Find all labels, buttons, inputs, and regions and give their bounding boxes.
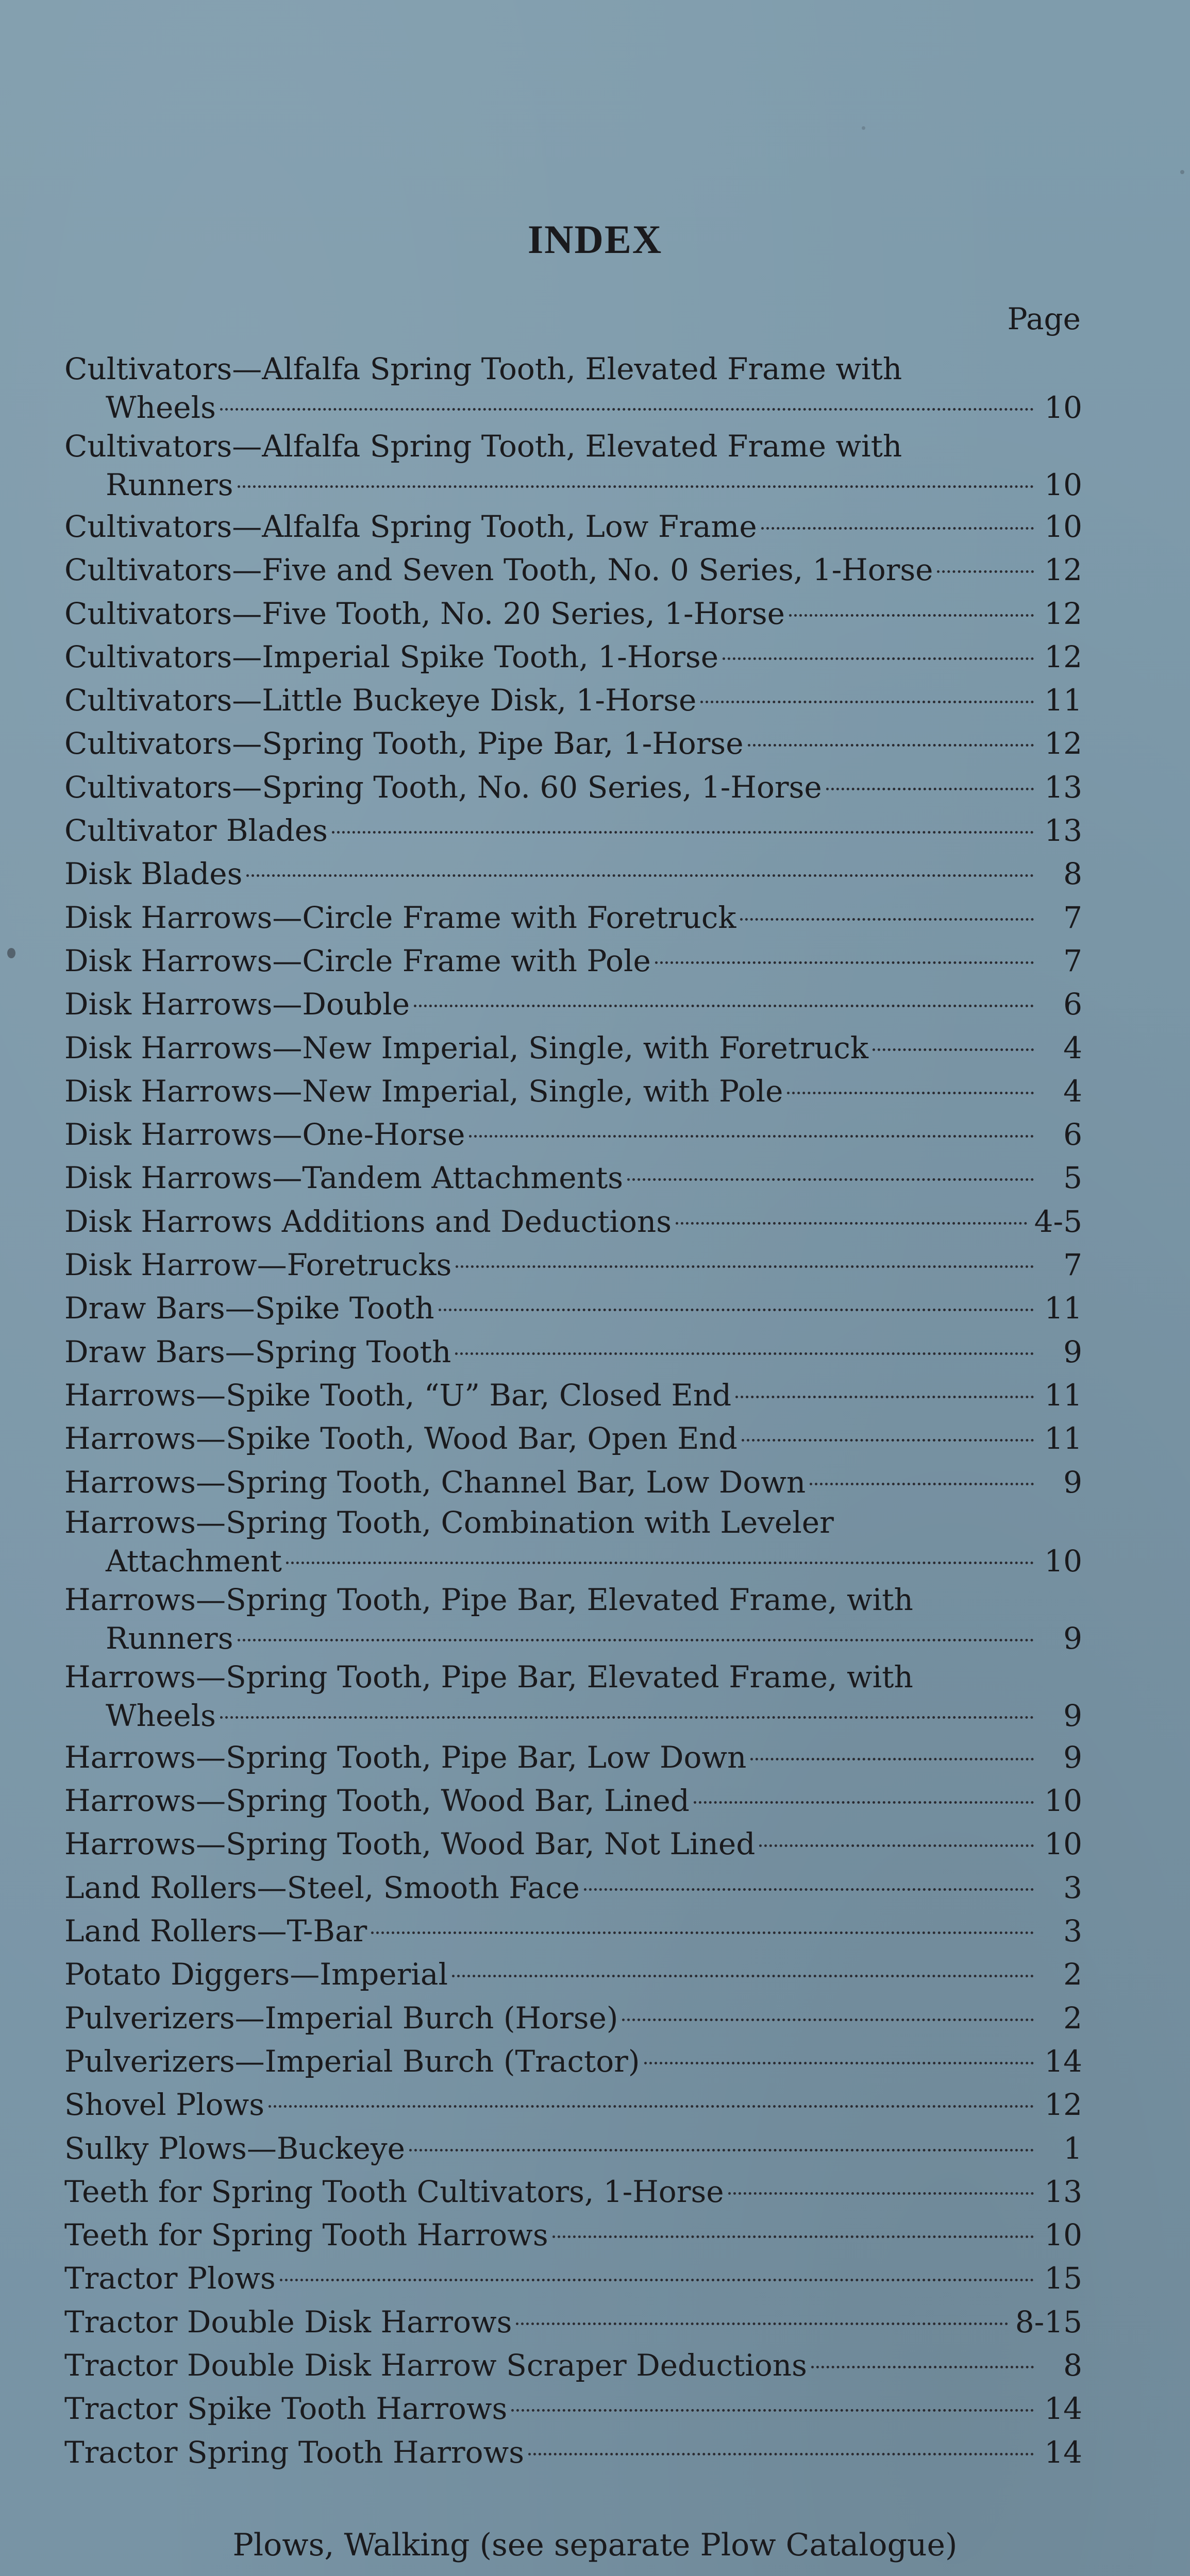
index-entry <box>64 896 1082 939</box>
entry-page-number: 14 <box>1044 2391 1082 2427</box>
index-entry <box>64 1461 1082 1504</box>
dot-leader <box>759 1844 1034 1847</box>
dot-leader <box>456 1265 1034 1268</box>
entry-page-number: 9 <box>1063 1698 1082 1733</box>
dot-leader <box>286 1562 1034 1564</box>
entry-page-number: 9 <box>1063 1464 1082 1500</box>
entry-label: Cultivators—Five Tooth, No. 20 Series, 1-Horse <box>64 596 785 631</box>
entry-label: Harrows—Spring Tooth, Wood Bar, Not Lined <box>64 1826 756 1862</box>
dot-leader <box>280 2279 1034 2281</box>
dot-leader <box>789 614 1034 617</box>
entry-page-number: 6 <box>1063 1117 1082 1153</box>
entry-page-number: 4 <box>1063 1073 1082 1109</box>
dot-leader <box>748 744 1034 747</box>
index-entry <box>64 1581 1082 1658</box>
dot-leader <box>455 1352 1034 1355</box>
dot-leader <box>409 2149 1034 2151</box>
index-entry <box>64 2431 1082 2474</box>
dot-leader <box>810 1483 1034 1485</box>
dot-leader <box>694 1801 1034 1804</box>
entry-page-number: 12 <box>1044 639 1082 674</box>
entry-label: Cultivators—Spring Tooth, Pipe Bar, 1-Horse <box>64 726 744 761</box>
entry-label: Tractor Plows <box>64 2261 276 2296</box>
entry-label: Land Rollers—Steel, Smooth Face <box>64 1870 580 1905</box>
index-entry <box>64 1113 1082 1156</box>
entry-label: Shovel Plows <box>64 2087 264 2123</box>
dot-leader <box>220 1716 1034 1719</box>
index-entry <box>64 1243 1082 1286</box>
dot-leader <box>552 2235 1034 2238</box>
entry-label-first-line: Harrows—Spring Tooth, Pipe Bar, Elevated Frame, with <box>64 1659 913 1694</box>
entry-page-number: 11 <box>1044 1377 1082 1413</box>
entry-label: Disk Harrows—One-Horse <box>64 1117 465 1153</box>
entry-label: Wheels <box>106 1698 216 1733</box>
index-entry <box>64 2387 1082 2430</box>
entry-label: Cultivators—Alfalfa Spring Tooth, Low Frame <box>64 509 757 544</box>
entry-label-first-line: Harrows—Spring Tooth, Combination with Leveler <box>64 1504 834 1540</box>
index-entry <box>64 2257 1082 2300</box>
entry-page-number: 7 <box>1063 943 1082 978</box>
entry-page-number: 2 <box>1063 2000 1082 2036</box>
page-title: INDEX <box>527 217 663 262</box>
dot-leader <box>246 874 1034 877</box>
entry-label: Disk Harrows—Double <box>64 987 410 1022</box>
dot-leader <box>452 1975 1034 1977</box>
entry-label: Disk Blades <box>64 856 243 892</box>
dot-leader <box>511 2409 1034 2412</box>
dot-leader <box>723 657 1034 660</box>
dot-leader <box>655 961 1034 964</box>
dot-leader <box>700 701 1034 703</box>
index-entry <box>64 1909 1082 1953</box>
dot-leader <box>516 2323 1008 2325</box>
entry-label: Pulverizers—Imperial Burch (Tractor) <box>64 2043 640 2079</box>
entry-page-number: 13 <box>1044 769 1082 805</box>
index-entry <box>64 2344 1082 2387</box>
index-entry <box>64 1374 1082 1417</box>
entry-label: Harrows—Spring Tooth, Wood Bar, Lined <box>64 1783 690 1819</box>
dot-leader <box>528 2453 1034 2455</box>
entry-page-number: 10 <box>1044 2217 1082 2253</box>
page-column-label: Page <box>1007 301 1081 336</box>
dot-leader <box>740 918 1034 921</box>
index-entry <box>64 2083 1082 2126</box>
entry-page-number: 8 <box>1063 2347 1082 2383</box>
entry-label: Cultivators—Spring Tooth, No. 60 Series, 1-Horse <box>64 769 822 805</box>
entry-label: Harrows—Spring Tooth, Channel Bar, Low Down <box>64 1464 806 1500</box>
entry-page-number: 15 <box>1044 2261 1082 2296</box>
entry-page-number: 5 <box>1063 1160 1082 1196</box>
entry-page-number: 3 <box>1063 1870 1082 1905</box>
entry-page-number: 4-5 <box>1034 1204 1082 1239</box>
dot-leader <box>238 485 1034 488</box>
entry-page-number: 1 <box>1063 2130 1082 2166</box>
dot-leader <box>622 2019 1034 2021</box>
paper-blemish <box>862 126 865 130</box>
index-entry <box>64 1822 1082 1866</box>
index-entry <box>64 1330 1082 1374</box>
entry-label: Teeth for Spring Tooth Harrows <box>64 2217 548 2253</box>
entry-label: Disk Harrows—New Imperial, Single, with Pole <box>64 1073 783 1109</box>
dot-leader <box>238 1639 1034 1641</box>
index-entry <box>64 1779 1082 1822</box>
entry-second-line <box>64 1541 1082 1581</box>
index-entry <box>64 1070 1082 1113</box>
dot-leader <box>873 1048 1034 1051</box>
index-entry <box>64 2213 1082 2257</box>
entry-second-line <box>64 387 1082 428</box>
dot-leader <box>937 570 1034 573</box>
index-entry <box>64 1658 1082 1736</box>
index-entry <box>64 766 1082 809</box>
entry-page-number: 10 <box>1044 509 1082 544</box>
index-entry <box>64 1866 1082 1909</box>
dot-leader <box>742 1439 1034 1442</box>
entry-label: Disk Harrows—New Imperial, Single, with Foretruck <box>64 1030 868 1065</box>
entry-page-number: 9 <box>1063 1739 1082 1775</box>
entry-page-number: 12 <box>1044 552 1082 588</box>
dot-leader <box>735 1396 1034 1398</box>
dot-leader <box>439 1309 1034 1311</box>
entry-page-number: 12 <box>1044 726 1082 761</box>
entry-label: Disk Harrows—Tandem Attachments <box>64 1160 623 1196</box>
index-entry <box>64 1504 1082 1581</box>
dot-leader <box>469 1135 1034 1138</box>
index-entry <box>64 350 1082 428</box>
entry-label: Draw Bars—Spring Tooth <box>64 1334 451 1369</box>
entry-page-number: 10 <box>1044 1783 1082 1819</box>
entry-page-number: 12 <box>1044 596 1082 631</box>
index-entry <box>64 722 1082 765</box>
entry-page-number: 9 <box>1063 1620 1082 1656</box>
entry-label: Teeth for Spring Tooth Cultivators, 1-Horse <box>64 2174 724 2209</box>
entry-page-number: 10 <box>1044 1826 1082 1862</box>
entry-label-first-line: Cultivators—Alfalfa Spring Tooth, Elevated Frame with <box>64 429 902 464</box>
dot-leader <box>728 2192 1034 2195</box>
index-entry <box>64 809 1082 852</box>
index-entry <box>64 1026 1082 1070</box>
entry-page-number: 9 <box>1063 1334 1082 1369</box>
dot-leader <box>676 1222 1027 1225</box>
index-entry <box>64 592 1082 635</box>
entry-label: Tractor Double Disk Harrow Scraper Deductions <box>64 2347 807 2383</box>
entry-label: Disk Harrows Additions and Deductions <box>64 1204 672 1239</box>
entry-page-number: 12 <box>1044 2087 1082 2123</box>
entry-label: Tractor Double Disk Harrows <box>64 2304 512 2340</box>
entry-label: Disk Harrows—Circle Frame with Foretruck <box>64 900 736 935</box>
entry-label: Cultivator Blades <box>64 813 328 849</box>
entry-label: Cultivators—Little Buckeye Disk, 1-Horse <box>64 683 697 718</box>
entry-page-number: 11 <box>1044 1421 1082 1456</box>
dot-leader <box>269 2105 1034 2108</box>
entry-label: Tractor Spike Tooth Harrows <box>64 2391 508 2427</box>
index-entry <box>64 505 1082 548</box>
entry-label: Disk Harrows—Circle Frame with Pole <box>64 943 651 978</box>
index-list <box>64 350 1082 2474</box>
entry-second-line <box>64 1696 1082 1736</box>
dot-leader <box>761 527 1034 530</box>
entry-label: Cultivators—Five and Seven Tooth, No. 0 Series, 1-Horse <box>64 552 933 588</box>
index-entry <box>64 635 1082 679</box>
paper-blemish <box>7 948 15 958</box>
entry-page-number: 8 <box>1063 856 1082 892</box>
entry-page-number: 10 <box>1044 467 1082 502</box>
index-entry <box>64 2170 1082 2213</box>
entry-label: Pulverizers—Imperial Burch (Horse) <box>64 2000 618 2036</box>
entry-page-number: 2 <box>1063 1957 1082 1992</box>
entry-label: Draw Bars—Spike Tooth <box>64 1291 434 1326</box>
entry-label: Cultivators—Imperial Spike Tooth, 1-Horse <box>64 639 719 674</box>
entry-page-number: 14 <box>1044 2434 1082 2470</box>
entry-label: Harrows—Spring Tooth, Pipe Bar, Low Down <box>64 1739 747 1775</box>
paper-blemish <box>1180 170 1184 174</box>
entry-page-number: 8-15 <box>1015 2304 1082 2340</box>
footer-note: Plows, Walking (see separate Plow Catalogue) <box>232 2527 958 2563</box>
dot-leader <box>644 2062 1034 2064</box>
index-entry <box>64 679 1082 722</box>
index-entry <box>64 548 1082 591</box>
entry-label: Runners <box>106 467 233 502</box>
entry-label-first-line: Cultivators—Alfalfa Spring Tooth, Elevated Frame with <box>64 351 902 386</box>
entry-second-line <box>64 1618 1082 1658</box>
entry-label: Potato Diggers—Imperial <box>64 1957 448 1992</box>
entry-label: Tractor Spring Tooth Harrows <box>64 2434 524 2470</box>
index-entry <box>64 428 1082 505</box>
dot-leader <box>787 1092 1034 1094</box>
entry-label: Land Rollers—T-Bar <box>64 1913 367 1949</box>
dot-leader <box>584 1888 1034 1891</box>
dot-leader <box>414 1005 1034 1007</box>
dot-leader <box>811 2366 1034 2368</box>
index-entry <box>64 1996 1082 2040</box>
entry-label: Harrows—Spike Tooth, “U” Bar, Closed End <box>64 1377 732 1413</box>
entry-page-number: 10 <box>1044 390 1082 425</box>
index-entry <box>64 939 1082 982</box>
dot-leader <box>826 788 1034 790</box>
entry-page-number: 14 <box>1044 2043 1082 2079</box>
entry-label-first-line: Harrows—Spring Tooth, Pipe Bar, Elevated Frame, with <box>64 1582 913 1617</box>
entry-page-number: 6 <box>1063 987 1082 1022</box>
dot-leader <box>220 408 1034 411</box>
entry-label: Runners <box>106 1620 233 1656</box>
entry-page-number: 4 <box>1063 1030 1082 1065</box>
entry-page-number: 13 <box>1044 813 1082 849</box>
index-entry <box>64 2300 1082 2344</box>
entry-page-number: 3 <box>1063 1913 1082 1949</box>
index-entry <box>64 2127 1082 2170</box>
entry-page-number: 7 <box>1063 900 1082 935</box>
index-entry <box>64 1286 1082 1330</box>
entry-label: Harrows—Spike Tooth, Wood Bar, Open End <box>64 1421 738 1456</box>
dot-leader <box>627 1178 1034 1181</box>
index-entry <box>64 1417 1082 1460</box>
dot-leader <box>750 1758 1034 1760</box>
entry-page-number: 13 <box>1044 2174 1082 2209</box>
entry-page-number: 11 <box>1044 683 1082 718</box>
entry-page-number: 10 <box>1044 1543 1082 1579</box>
entry-second-line <box>64 465 1082 505</box>
entry-page-number: 7 <box>1063 1247 1082 1283</box>
entry-label: Wheels <box>106 390 216 425</box>
entry-label: Disk Harrow—Foretrucks <box>64 1247 452 1283</box>
index-entry <box>64 982 1082 1026</box>
dot-leader <box>332 831 1034 834</box>
index-entry <box>64 1953 1082 1996</box>
dot-leader <box>371 1931 1034 1934</box>
entry-label: Attachment <box>106 1543 282 1579</box>
index-entry <box>64 2040 1082 2083</box>
index-entry <box>64 1200 1082 1243</box>
entry-label: Sulky Plows—Buckeye <box>64 2130 405 2166</box>
index-entry <box>64 1736 1082 1779</box>
entry-page-number: 11 <box>1044 1291 1082 1326</box>
index-entry <box>64 852 1082 895</box>
index-entry <box>64 1156 1082 1199</box>
